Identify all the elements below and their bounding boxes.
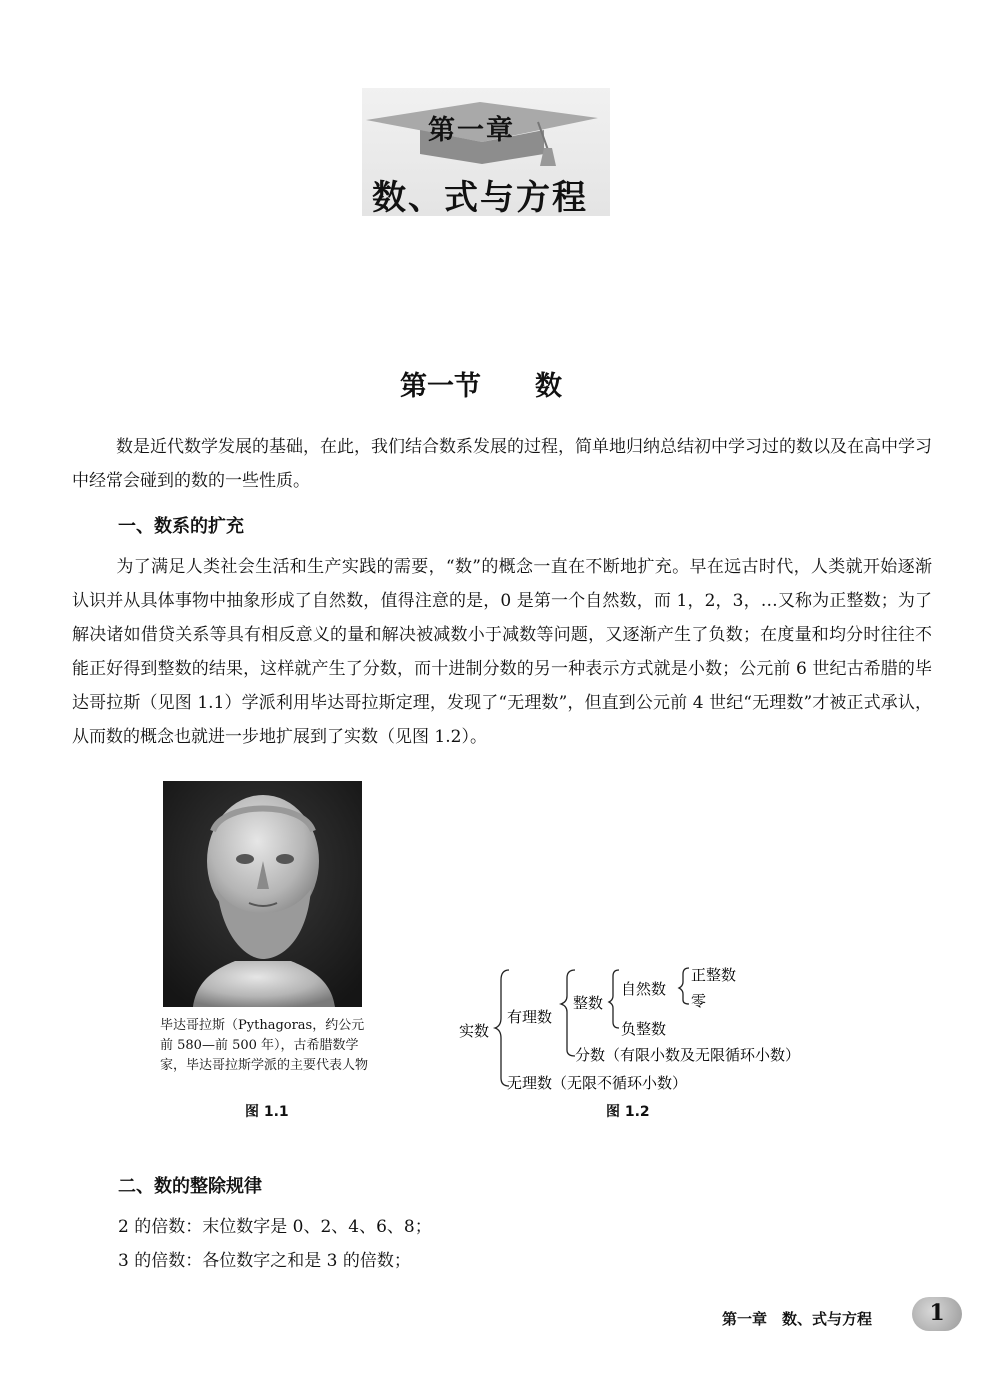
heading-divisibility-rules: 二、数的整除规律 — [118, 1176, 262, 1197]
tree-irrational: 无理数（无限不循环小数） — [507, 1074, 688, 1092]
figure-1-caption: 毕达哥拉斯（Pythagoras，约公元前 580—前 500 年），古希腊数学家，毕达哥拉斯学派的主要代表人物 — [160, 1018, 369, 1073]
tree-natural: 自然数 — [621, 980, 667, 998]
figure-1-label: 图 1.1 — [245, 1104, 289, 1120]
pythagoras-bust-image — [163, 781, 362, 1007]
body-paragraph-text: 为了满足人类社会生活和生产实践的需要，“数”的概念一直在不断地扩充。早在远古时代，人类就开始逐渐认识并从具体事物中抽象形成了自然数，值得注意的是，0 是第一个自然数，而 1，2，3，…又称为正整数；为了解决诸如借贷关系等具有相反意义的量和解决被减数小于减数等问题，又逐渐产生了负数；在度量和均分时往往不能正好得到整数的结果，这样就产生了分数，而十进制分数的另一种表示方式就是小数；公元前 6 世纪古希腊的毕达哥拉斯（见图 1.1）学派利用毕达哥拉斯定理，发现了“无理数”，但直到公元前 4 世纪“无理数”才被正式承认，从而数的概念也就进一步地扩展到了实数（见图 1.2）。 — [72, 557, 932, 747]
page-number: 1 — [929, 1300, 945, 1326]
tree-integer: 整数 — [573, 994, 604, 1012]
tree-rational: 有理数 — [507, 1008, 553, 1026]
section-title — [400, 364, 562, 403]
tree-real: 实数 — [459, 1022, 490, 1040]
intro-paragraph — [72, 430, 932, 498]
tree-negative-integer: 负整数 — [621, 1020, 667, 1038]
intro-text: 数是近代数学发展的基础，在此，我们结合数系发展的过程，简单地归纳总结初中学习过的数以及在高中学习中经常会碰到的数的一些性质。 — [72, 437, 932, 491]
heading-number-system-extension: 一、数系的扩充 — [118, 516, 244, 537]
tree-fraction: 分数（有限小数及无限循环小数） — [575, 1046, 801, 1064]
divisibility-rule-2: 2 的倍数：末位数字是 0、2、4、6、8； — [118, 1217, 432, 1237]
tree-positive-integer: 正整数 — [691, 966, 737, 984]
body-paragraph — [72, 550, 932, 754]
tree-zero: 零 — [691, 992, 707, 1010]
divisibility-rule-3: 3 的倍数：各位数字之和是 3 的倍数； — [118, 1251, 411, 1271]
figure-2-label: 图 1.2 — [606, 1104, 650, 1120]
number-classification-diagram — [455, 960, 855, 1100]
section-name: 数 — [535, 371, 562, 402]
section-number: 第一节 — [400, 371, 481, 402]
chapter-label: 第一章 — [428, 115, 515, 146]
running-footer-title: 第一章 数、式与方程 — [722, 1310, 873, 1328]
chapter-title: 数、式与方程 — [372, 178, 588, 218]
